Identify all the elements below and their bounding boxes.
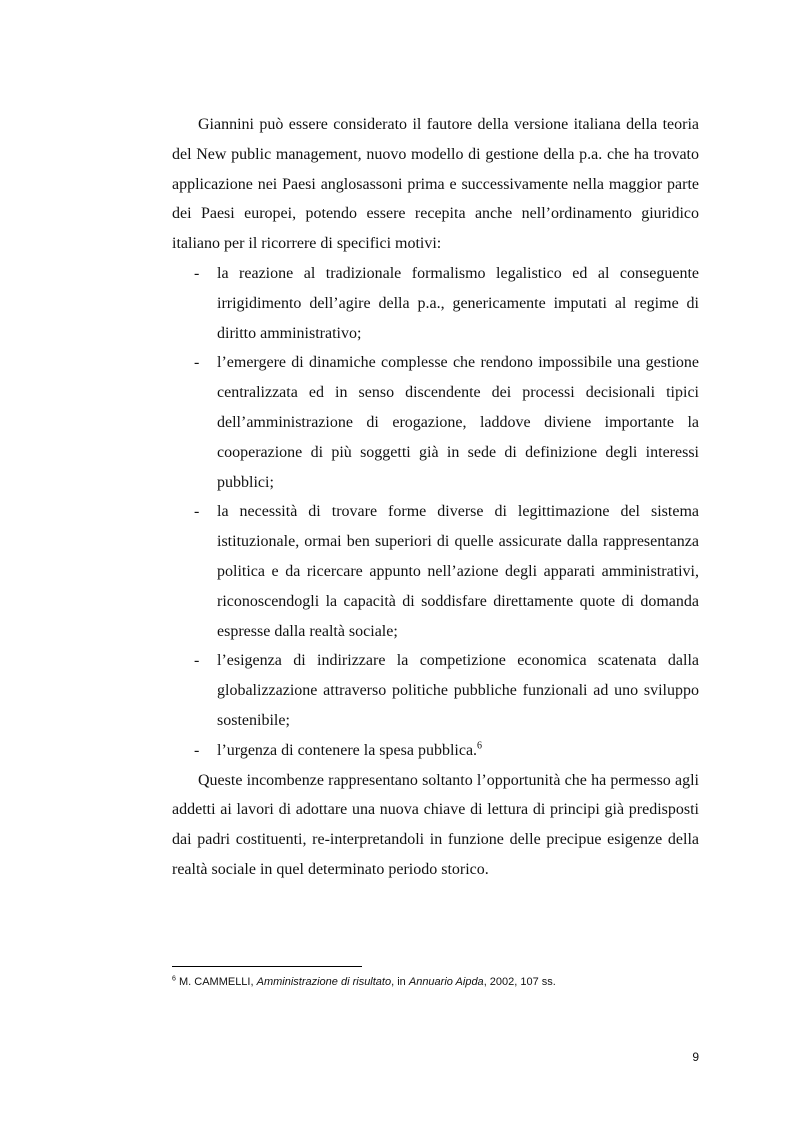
- footnote-reference[interactable]: 6: [477, 740, 483, 752]
- list-item: [172, 497, 699, 646]
- list-item-text: l’emergere di dinamiche complesse che rendono impossibile una gestione centralizzata ed in senso discendente dei processi decisionali tipici dell’amministrazione di erogazione, laddove diviene importante la cooperazione di più soggetti già in sede di definizione degli interessi pubblici;: [217, 354, 699, 491]
- footnote-author: M. CAMMELLI,: [178, 976, 254, 988]
- footnote-in: , in: [391, 976, 406, 988]
- list-item-text: l’urgenza di contenere la spesa pubblica.: [217, 741, 478, 759]
- list-item-text: la reazione al tradizionale formalismo legalistico ed al conseguente irrigidimento dell’agire della p.a., genericamente imputati al regime di diritto amministrativo;: [217, 264, 699, 342]
- list-item: [172, 736, 699, 766]
- list-item-text: l’esigenza di indirizzare la competizione economica scatenata dalla globalizzazione attraverso politiche pubbliche funzionali ad uno sviluppo sostenibile;: [217, 652, 699, 729]
- motives-list: [172, 259, 699, 766]
- list-item: [172, 646, 699, 735]
- page-number: 9: [692, 1050, 699, 1064]
- list-dash: -: [194, 503, 200, 521]
- intro-paragraph: Giannini può essere considerato il fautore della versione italiana della teoria del New public management, nuovo modello di gestione della p.a. che ha trovato applicazione nei Paesi anglosassoni prima e successivamente nella maggior parte dei Paesi europei, potendo essere recepita anche nell’ordinamento giuridico italiano per il ricorrere di specifici motivi:: [172, 116, 699, 253]
- list-dash: -: [194, 652, 200, 670]
- footnote-journal: Annuario Aipda: [408, 976, 484, 988]
- footnote-separator: [172, 966, 362, 967]
- list-dash: -: [194, 354, 200, 372]
- footnote: [172, 974, 699, 990]
- body-text: [172, 110, 699, 885]
- list-item-text: la necessità di trovare forme diverse di legittimazione del sistema istituzionale, ormai ben superiori di quelle assicurate dalla rappresentanza politica e da ricercare appunto nell’azione degli apparati amministrativi, riconoscendogli la capacità di soddisfare direttamente quote di domanda espresse dalla realtà sociale;: [217, 503, 699, 640]
- footnote-title: Amministrazione di risultato: [256, 976, 392, 988]
- list-item: [172, 348, 699, 497]
- list-item: [172, 259, 699, 348]
- list-dash: -: [194, 741, 200, 759]
- footnote-details: , 2002, 107 ss.: [483, 976, 556, 988]
- closing-paragraph: Queste incombenze rappresentano soltanto l’opportunità che ha permesso agli addetti ai lavori di adottare una nuova chiave di lettura di principi già predisposti dai padri costituenti, re-interpretandoli in funzione delle precipue esigenze della realtà sociale in quel determinato periodo storico.: [172, 771, 699, 878]
- footnote-number: 6: [172, 975, 176, 983]
- list-dash: -: [194, 264, 200, 282]
